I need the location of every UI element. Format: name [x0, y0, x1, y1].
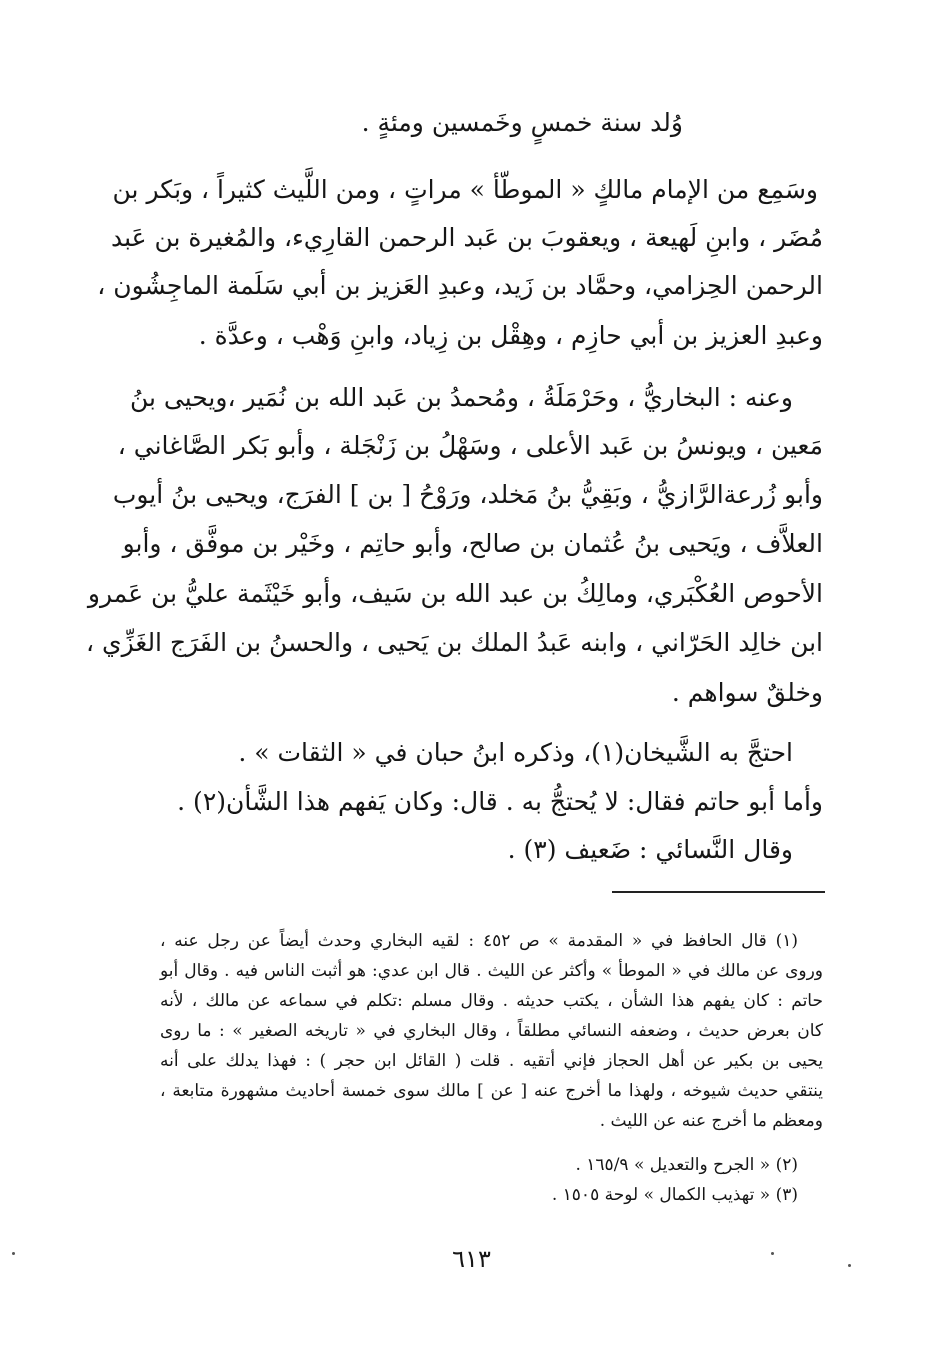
statement-line: احتجَّ به الشَّيخان(١)، وذكره ابنُ حبان في « الثقات » . — [238, 738, 793, 767]
page-number: ٦١٣ — [452, 1245, 491, 1273]
footnote-line: (١) قال الحافظ في « المقدمة » ص ٤٥٢ : لقيه البخاري وحدث أيضاً عن رجل عنه ، — [160, 931, 798, 951]
scan-speck — [771, 1252, 774, 1255]
footnote-line: يحيى بن بكير عن أهل الحجاز فإني أتقيه . قلت ( القائل ابن حجر ) : فهذا يدلك على أنه — [160, 1051, 823, 1071]
text-line: ابن خالِد الحَرّاني ، وابنه عَبدُ الملك بن يَحيى ، والحسنُ بن الفَرَج الغَزِّي ، — [86, 628, 823, 657]
text-line: وسَمِع من الإمام مالكٍ « الموطّأ » مراتٍ ، ومن اللَّيث كثيراً ، وبَكر بن — [112, 175, 818, 204]
footnote-line: (٣) « تهذيب الكمال » لوحة ١٥٠٥ . — [551, 1185, 798, 1205]
text-line: وعنه : البخاريُّ ، وحَرْمَلَةُ ، ومُحمدُ بن عَبد الله بن نُمَير ،ويحيى بنُ — [129, 383, 793, 412]
scan-speck — [848, 1264, 851, 1267]
footnote-line: وروى عن مالك في « الموطأ » وأكثر عن الليث . قال ابن عدي: هو أثبت الناس فيه . وقال أبو — [160, 961, 823, 981]
text-line: وخلقٌ سواهم . — [671, 678, 823, 707]
footnote-separator — [612, 891, 825, 893]
text-line: الرحمن الحِزامي، وحمَّاد بن زَيد، وعبدِ العَزيز بن أبي سَلَمة الماجِشُون ، — [97, 271, 823, 300]
text-line: العلاَّف ، ويَحيى بنُ عُثمان بن صالح، وأبو حاتِم ، وخَيْر بن موفَّق ، وأبو — [122, 529, 823, 558]
text-line: مَعين ، ويونسُ بن عَبد الأعلى ، وسَهْلُ بن زَنْجَلة ، وأبو بَكر الصَّاغاني ، — [117, 431, 823, 460]
text-line: وأبو زُرعةالرَّازيُّ ، وبَقِيُّ بنُ مَخلد، ورَوْحُ [ بن ] الفرَج، ويحيى بنُ أيوب — [112, 480, 823, 509]
footnote-line: ينتقي حديث شيوخه ، ولهذا ما أخرج عنه [ عن ] مالك سوى خمسة أحاديث مشهورة متابعة ، — [160, 1081, 823, 1101]
statement-line: وأما أبو حاتم فقال: لا يُحتجُّ به . قال: وكان يَفهم هذا الشَّأن(٢) . — [177, 787, 823, 816]
text-line: وعبدِ العزيز بن أبي حازِم ، وهِقْل بن زِياد، وابنِ وَهْب ، وعدَّة . — [198, 321, 823, 350]
footnote-line: حاتم : كان يفهم هذا الشأن ، يكتب حديثه . وقال مسلم :تكلم في سماعه عن مالك ، لأنه — [160, 991, 823, 1011]
footnote-line: ومعظم ما أخرج عنه عن الليث . — [599, 1111, 823, 1131]
scan-speck — [12, 1252, 15, 1255]
statement-line: وقال النَّسائي : ضَعيف (٣) . — [507, 835, 793, 864]
text-line: الأحوص العُكْبَري، ومالِكُ بن عبد الله بن سَيف، وأبو خَيْثَمة عليُّ بن عَمرو — [87, 579, 823, 608]
footnote-line: كان بعرض حديث ، وضعفه النسائي مطلقاً ، وقال البخاري في « تاريخه الصغير » : ما روى — [160, 1021, 823, 1041]
text-line: مُضَر ، وابنِ لَهيعة ، ويعقوبَ بن عَبد الرحمن القارِيء، والمُغيرة بن عَبد — [110, 223, 823, 252]
birth-line: وُلد سنة خمسٍ وخَمسين ومئةٍ . — [361, 108, 683, 137]
footnote-line: (٢) « الجرح والتعديل » ١٦٥/٩ . — [575, 1155, 798, 1175]
